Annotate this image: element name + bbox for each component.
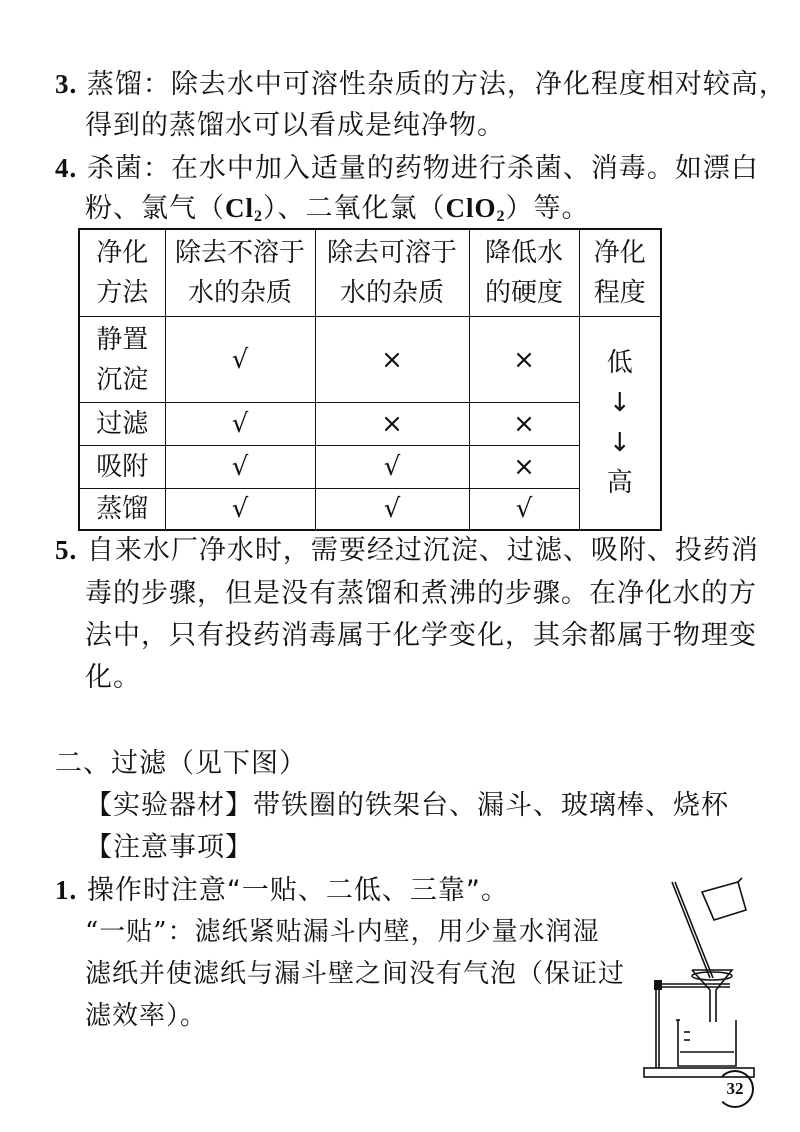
cell-insoluble: √ — [165, 446, 315, 489]
text-segment: ）、二氧化氯（ — [263, 193, 446, 224]
item-number: 3. — [55, 69, 78, 99]
item-number: 5. — [55, 535, 78, 565]
row-method: 蒸馏 — [79, 489, 165, 531]
cell-soluble: × — [315, 403, 469, 446]
item-number: 4. — [55, 153, 78, 183]
paragraph-text: 蒸馏：除去水中可溶性杂质的方法，净化程度相对较高， — [86, 69, 787, 100]
degree-high: 高 — [606, 468, 633, 498]
paragraph-3-line-2: 得到的蒸馏水可以看成是纯净物。 — [85, 110, 505, 141]
table-row — [79, 446, 661, 489]
paragraph-text: 杀菌：在水中加入适量的药物进行杀菌、消毒。如漂白 — [86, 153, 759, 184]
header-soluble: 除去可溶于 水的杂质 — [315, 229, 469, 317]
formula-subscript: 2 — [496, 208, 506, 225]
row-method: 过滤 — [79, 403, 165, 446]
paragraph-5-line-3: 法中，只有投药消毒属于化学变化，其余都属于物理变 — [85, 620, 757, 651]
chlorine-formula — [225, 193, 263, 223]
cell-hardness: × — [469, 317, 579, 403]
header-hardness: 降低水 的硬度 — [469, 229, 579, 317]
cell-insoluble: √ — [165, 317, 315, 403]
cell-soluble: × — [315, 317, 469, 403]
item-1-line-2: “一贴”：滤纸紧贴漏斗内壁，用少量水润湿 — [85, 917, 600, 947]
paragraph-text: 自来水厂净水时，需要经过沉淀、过滤、吸附、投药消 — [86, 535, 759, 566]
purification-table — [78, 228, 662, 531]
down-arrow-icon: ↓ — [608, 428, 631, 458]
header-insoluble: 除去不溶于 水的杂质 — [165, 229, 315, 317]
materials-line: 【实验器材】带铁圈的铁架台、漏斗、玻璃棒、烧杯 — [85, 790, 729, 821]
degree-low: 低 — [606, 348, 633, 378]
cell-insoluble: √ — [165, 403, 315, 446]
text-segment: 粉、氯气（ — [85, 193, 225, 224]
down-arrow-icon: ↓ — [608, 388, 631, 418]
paragraph-5-line-4: 化。 — [85, 662, 141, 693]
page-number: 32 — [716, 1070, 754, 1108]
cell-hardness: √ — [469, 489, 579, 531]
header-method: 净化 方法 — [79, 229, 165, 317]
filtration-apparatus-figure — [640, 872, 770, 1084]
table-row — [79, 489, 661, 531]
cell-soluble: √ — [315, 489, 469, 531]
cell-hardness: × — [469, 446, 579, 489]
table-row — [79, 403, 661, 446]
cell-soluble: √ — [315, 446, 469, 489]
chlorine-dioxide-formula — [446, 193, 506, 223]
section-title: 二、过滤（见下图） — [55, 748, 307, 779]
formula-base: Cl — [225, 193, 254, 223]
item-number: 1. — [55, 875, 78, 905]
notes-heading: 【注意事项】 — [85, 832, 253, 863]
cell-hardness: × — [469, 403, 579, 446]
paragraph-3-line-1 — [55, 66, 787, 103]
paragraph-text: 操作时注意“一贴、二低、三靠”。 — [86, 875, 509, 906]
row-method: 静置 沉淀 — [79, 317, 165, 403]
degree-scale — [579, 317, 661, 531]
table-header-row — [79, 229, 661, 317]
item-1-line-3: 滤纸并使滤纸与漏斗壁之间没有气泡（保证过 — [85, 959, 626, 989]
row-method: 吸附 — [79, 446, 165, 489]
table-row — [79, 317, 661, 403]
text-segment: ）等。 — [505, 193, 590, 224]
formula-subscript: 2 — [254, 208, 263, 225]
paragraph-5-line-2: 毒的步骤，但是没有蒸馏和煮沸的步骤。在净化水的方 — [85, 578, 757, 609]
paragraph-5-line-1 — [55, 532, 759, 569]
header-degree: 净化 程度 — [579, 229, 661, 317]
formula-base: ClO — [445, 193, 497, 223]
filtration-apparatus-icon — [640, 872, 770, 1084]
item-1-line-1 — [55, 872, 509, 909]
paragraph-4-line-1 — [55, 150, 759, 187]
cell-insoluble: √ — [165, 489, 315, 531]
item-1-line-4: 滤效率）。 — [85, 1001, 208, 1031]
